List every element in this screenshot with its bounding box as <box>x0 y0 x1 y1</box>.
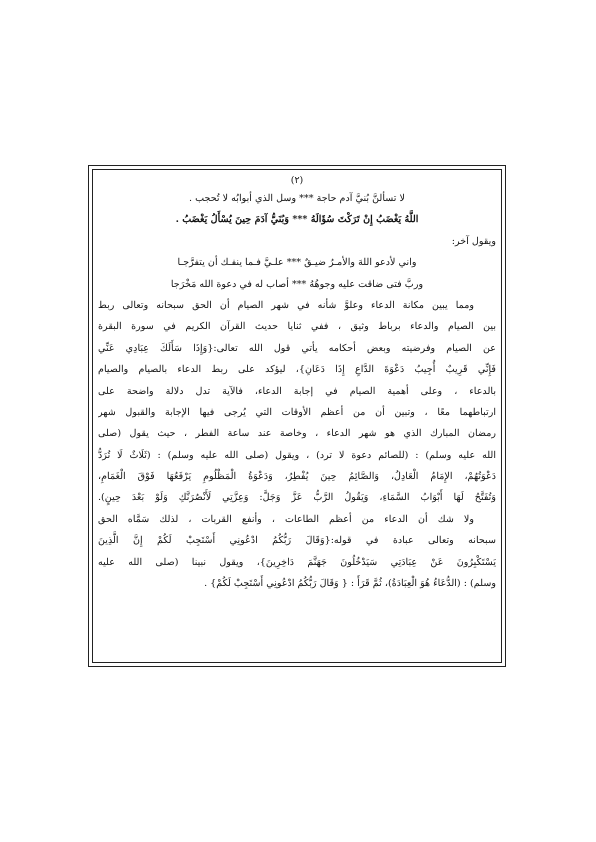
paragraph2-line-2: سبحانه وتعالى عبادة في قوله:{وَقَالَ رَبُّكُمُ ادْعُونِي أَسْتَجِبْ لَكُمْ إِنَّ الَّذِينَ <box>98 535 496 547</box>
paragraph-line-4: فَإِنِّي قَرِيبٌ أُجِيبُ دَعْوَةَ الدَّاعِ إِذَا دَعَانِ}، ليؤكد على ربط الدعاء بالصيام والصيام <box>98 364 496 376</box>
subheading-another-says: ويقول آخر: <box>451 235 496 247</box>
paragraph-line-7: رمضان المبارك الذي هو شهر الدعاء ، وخاصة عند ساعة الفطر ، حيث يقول (صلى <box>98 428 496 440</box>
paragraph-line-10: وَتُفَتَّحُ لَهَا أَبْوَابُ السَّمَاءِ، وَيَقُولُ الرَّبُّ عَزَّ وَجَلَّ: وَعِزَّتِي لَأَنْصُرَنَّكِ وَلَوْ بَعْدَ حِينٍ). <box>98 492 496 504</box>
page-number: (٢) <box>290 175 304 186</box>
paragraph-line-8: الله عليه وسلم) : (للصائم دعوة لا ترد) ، ويقول (صلى الله عليه وسلم) : (ثَلَاثٌ لَا تُرَدُّ <box>98 449 496 461</box>
paragraph-line-5: بالدعاء ، وعلى أهمية الصيام في إجابة الدعاء، فالآية تدل دلالة واضحة على <box>98 385 496 397</box>
paragraph2-line-1: ولا شك أن الدعاء من أعظم الطاعات ، وأنفع القربات ، لذلك سَمَّاه الحق <box>98 513 474 525</box>
paragraph-line-6: ارتباطهما معًا ، وتبين أن من أعظم الأوقات التي يُرجى فيها الإجابة والقبول شهر <box>98 406 496 418</box>
poem-line-3: واني لأدعو اللهَ والأمـرُ ضيـقٌ *** علـيَّ فـما ينفـك أن يتفرَّجـا <box>177 257 417 269</box>
poem-line-2: اللَّهُ يَغْضَبُ إِنْ تَرَكْتَ سُؤَالَهُ *** وَبُنَيُّ آدَمَ حِينَ يُسْأَلُ يَغْضَبُ . <box>175 214 419 226</box>
paragraph2-line-4: وسلم) : (الدُّعَاءُ هُوَ الْعِبَادَةُ)، ثُمَّ قَرَأَ : { وَقَالَ رَبُّكُمُ ادْعُونِي أَسْتَجِبْ لَكُمْ} . <box>204 578 496 590</box>
paragraph-line-1: ومما يبين مكانة الدعاء وعلوَّ شأنه في شهر الصيام أن الحق سبحانه وتعالى ربط <box>98 299 474 311</box>
paragraph-line-9: دَعْوَتُهُمْ، الإِمَامُ الْعَادِلُ، وَالصَّائِمُ حِينَ يُفْطِرُ، وَدَعْوَةُ الْمَظْلُومِ يَرْفَعُهَا فَوْقَ الْغَمَامِ، <box>98 471 496 483</box>
poem-line-1: لا تسألنَّ بُنيَّ آدم حاجة *** وسل الذي أبوابُه لا تُحجب . <box>189 193 405 204</box>
poem-line-4: وربَّ فتى ضاقت عليه وجوهُهُ *** أصاب له في دعوة الله مَخْرَجا <box>170 278 424 290</box>
paragraph-line-3: عن الصيام وفرضيته وبعض أحكامه يأتي قول الله تعالى:{وَإِذَا سَأَلَكَ عِبَادِي عَنِّي <box>98 342 496 354</box>
page-content <box>98 174 496 594</box>
paragraph-line-2: بين الصيام والدعاء برباط وثيق ، ففي ثنايا حديث القرآن الكريم في سورة البقرة <box>98 321 496 333</box>
paragraph2-line-3: يَسْتَكْبِرُونَ عَنْ عِبَادَتِي سَيَدْخُلُونَ جَهَنَّمَ دَاخِرِينَ}، ويقول نبينا (صلى الله عليه <box>98 556 496 568</box>
